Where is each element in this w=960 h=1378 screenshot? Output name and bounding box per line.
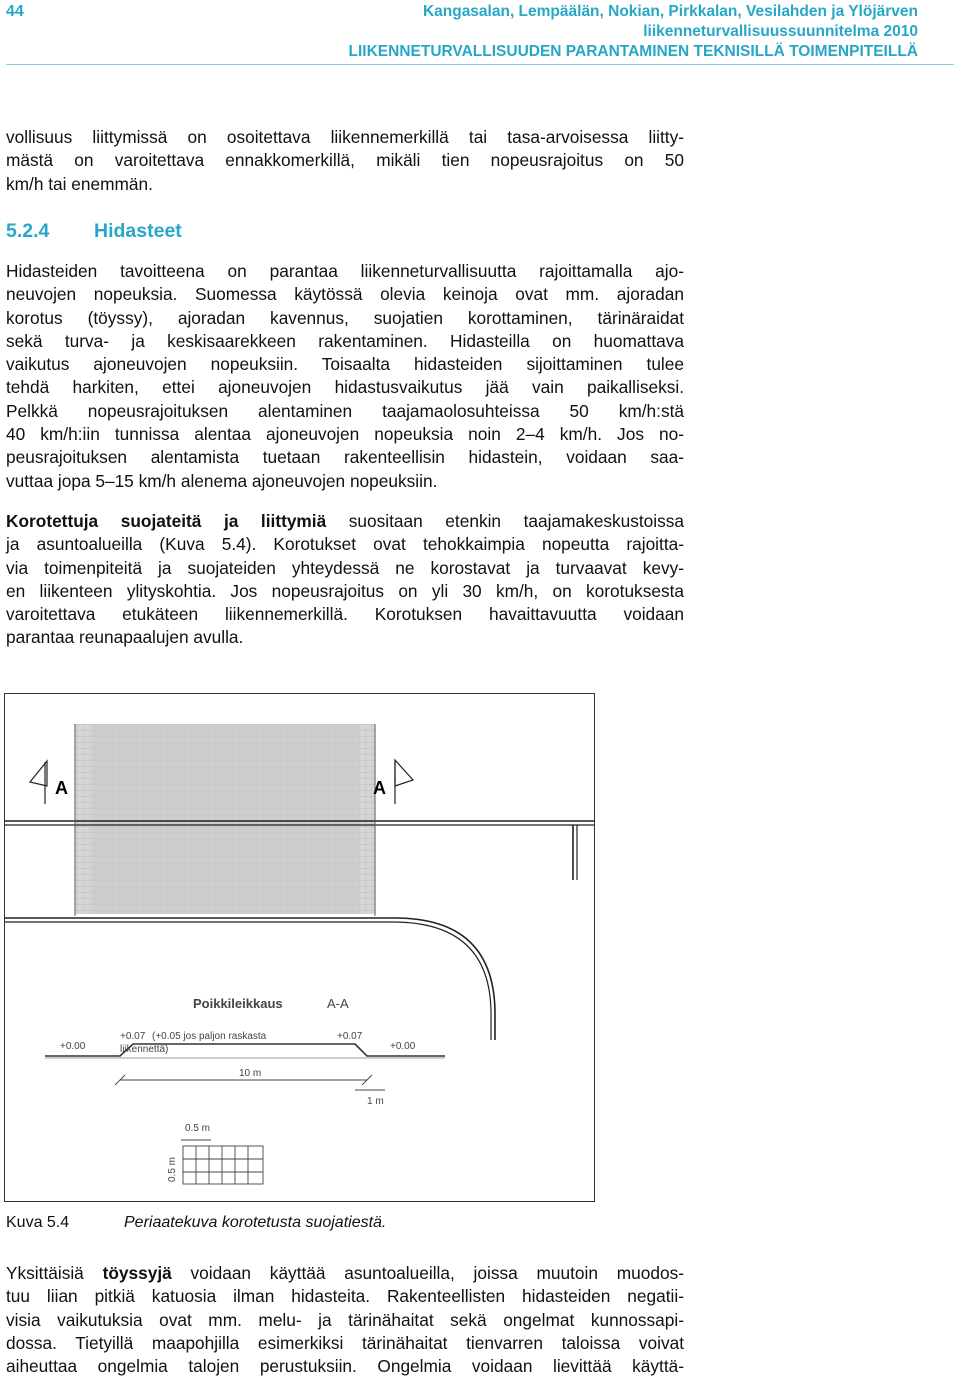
text-line: Hidasteiden tavoitteena on parantaa liikenneturvallisuutta rajoittamalla ajo- — [6, 261, 684, 281]
text-line: peusrajoituksen alentamista tuetaan rakenteellisin hidastein, voidaan saa- — [6, 447, 684, 468]
text-line: aiheuttaa ongelmia talojen perustuksiin. Ongelmia voidaan lievittää käyttä- — [6, 1356, 684, 1377]
text-line: sekä turva- ja keskisaarekkeen rakentaminen. Hidasteilla on huomattava — [6, 330, 684, 351]
text-line — [6, 510, 684, 533]
paragraph-intro — [6, 126, 684, 196]
text-line: via toimenpiteitä ja suojateiden yhteydessä ne korostavat ja turvaavat kevy- — [6, 557, 684, 578]
text-line: parantaa reunapaalujen avulla. — [6, 627, 244, 648]
section-marker-right — [395, 760, 413, 804]
cross-section-id: A-A — [327, 996, 349, 1011]
raised-crosswalk-drawing — [5, 694, 594, 1201]
dimension-label: 1 m — [367, 1096, 384, 1107]
header-chapter-title: LIIKENNETURVALLISUUDEN PARANTAMINEN TEKNISILLÄ TOIMENPITEILLÄ — [348, 43, 918, 60]
figure-caption — [6, 1214, 386, 1232]
section-marker-label: A — [373, 778, 386, 798]
caption-label: Kuva 5.4 — [6, 1214, 70, 1231]
text-fragment: voidaan käyttää asuntoalueilla, joissa muutoin muodos- — [171, 1263, 684, 1283]
figure-raised-crosswalk — [4, 693, 595, 1202]
paving-stone-detail — [183, 1146, 263, 1184]
text-line: neuvojen nopeuksia. Suomessa käytössä olevia keinoja ovat mm. ajoradan — [6, 284, 684, 305]
section-marker-label: A — [55, 778, 68, 798]
cross-section-profile — [45, 1044, 445, 1056]
section-heading — [6, 220, 182, 243]
paragraph-toyssyt — [6, 1262, 684, 1378]
section-marker-left — [30, 761, 47, 804]
text-line — [6, 1262, 684, 1285]
paragraph-korotetut — [6, 510, 684, 650]
text-line: vuttaa jopa 5–15 km/h alenema ajoneuvojen nopeuksiin. — [6, 470, 438, 491]
level-label: +0.07 — [120, 1031, 146, 1042]
text-line: mästä on varoitettava ennakkomerkillä, mikäli tien nopeusrajoitus on 50 — [6, 150, 684, 171]
cross-section-title: Poikkileikkaus — [193, 996, 283, 1011]
text-line: km/h tai enemmän. — [6, 173, 153, 194]
text-line: tehdä harkiten, ettei ajoneuvojen hidastusvaikutus jää vain paikalliseksi. — [6, 377, 684, 398]
text-line: ja asuntoalueilla (Kuva 5.4). Korotukset ovat tehokkaimpia nopeutta rajoitta- — [6, 534, 684, 555]
dimension-label: 0.5 m — [167, 1156, 178, 1182]
dimension-label: 0.5 m — [185, 1123, 211, 1134]
level-label: +0.00 — [390, 1041, 416, 1052]
raise-note: liikennettä) — [120, 1044, 169, 1055]
header-title-line-2: liikenneturvallisuussuunnitelma 2010 — [643, 23, 918, 40]
page-number: 44 — [6, 3, 24, 20]
raise-note: (+0.05 jos paljon raskasta — [152, 1031, 267, 1042]
section-number: 5.2.4 — [6, 220, 50, 242]
curb-line-corner-inner — [5, 922, 491, 1040]
level-label: +0.00 — [60, 1041, 86, 1052]
text-line: dossa. Tietyillä maapohjilla esimerkiksi tärinähaitat tienvarren taloissa voivat — [6, 1332, 684, 1353]
text-line: Pelkkä nopeusrajoituksen alentaminen taajamaolosuhteissa 50 km/h:stä — [6, 400, 684, 421]
paragraph-hidasteet — [6, 260, 684, 493]
header-divider — [6, 64, 954, 65]
text-line: vaikutus ajoneuvojen nopeuksiin. Toisaalta hidasteiden sijoittaminen tulee — [6, 354, 684, 375]
text-line: tuu liian pitkiä katuosia ilman hidasteita. Rakenteellisten hidasteiden negatii- — [6, 1286, 684, 1307]
level-label: +0.07 — [337, 1031, 363, 1042]
text-line: varoitettava etukäteen liikennemerkillä. Korotuksen havaittavuutta voidaan — [6, 604, 684, 625]
text-line: 40 km/h:iin tunnissa alentaa ajoneuvojen nopeuksia noin 2–4 km/h. Jos no- — [6, 424, 684, 445]
curb-line-corner — [5, 918, 495, 1040]
caption-text: Periaatekuva korotetusta suojatiestä. — [124, 1214, 387, 1231]
text-fragment: Yksittäisiä — [6, 1263, 103, 1283]
text-line: en liikenteen ylityskohtia. Jos nopeusrajoitus on yli 30 km/h, on korotuksesta — [6, 580, 684, 601]
text-line: korotus (töyssy), ajoradan kavennus, suojatien korottaminen, tärinäraidat — [6, 307, 684, 328]
dimension-label: 10 m — [239, 1068, 262, 1079]
text-line: vollisuus liittymissä on osoitettava liikennemerkillä tai tasa-arvoisessa liitty- — [6, 127, 684, 147]
section-title: Hidasteet — [94, 220, 182, 242]
bold-term: Korotettuja suojateitä ja liittymiä — [6, 511, 327, 531]
text-line: visia vaikutuksia ovat mm. melu- ja tärinähaitat sekä ongelmat kunnossapi- — [6, 1309, 684, 1330]
header-title-line-1: Kangasalan, Lempäälän, Nokian, Pirkkalan, Vesilahden ja Ylöjärven — [422, 3, 918, 20]
bold-term: töyssyjä — [102, 1263, 172, 1283]
text-fragment: suositaan etenkin taajamakeskustoissa — [326, 511, 684, 531]
raised-surface-inner — [91, 724, 359, 914]
